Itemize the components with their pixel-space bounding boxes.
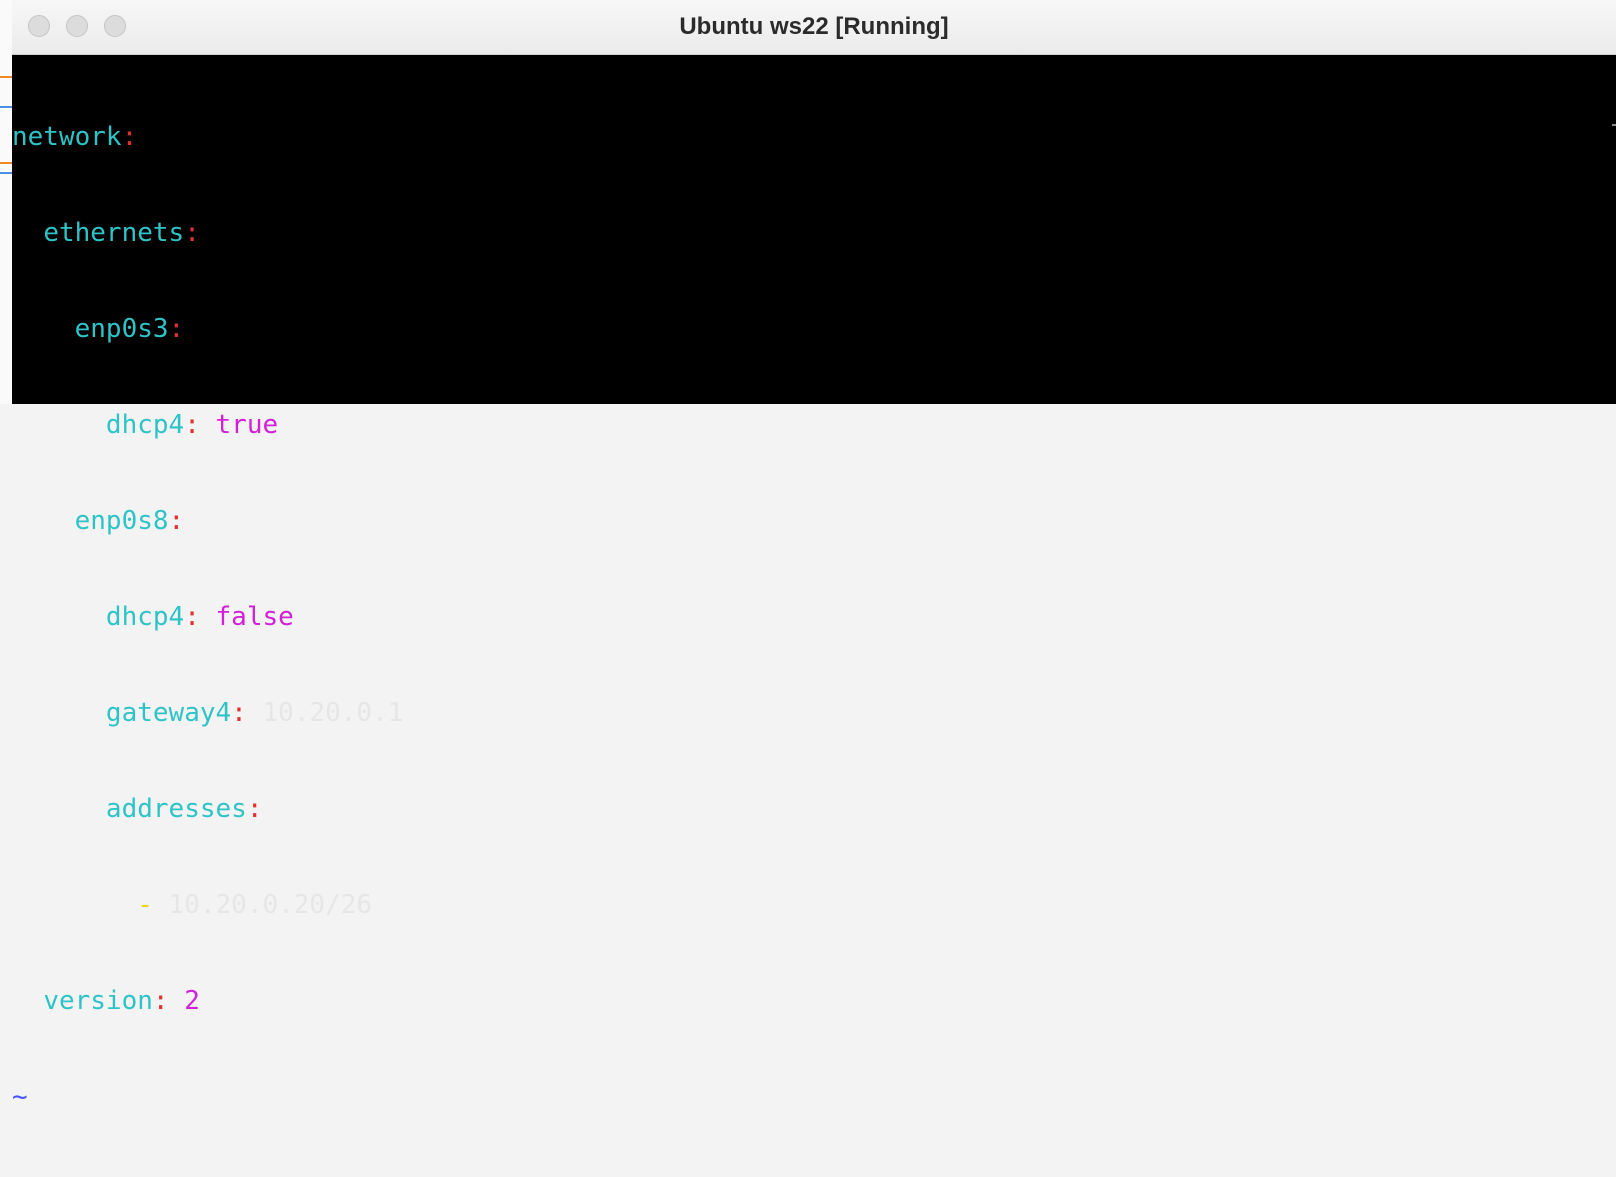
yaml-number-value: 2 <box>184 986 200 1016</box>
yaml-key: network <box>12 122 122 152</box>
yaml-line <box>12 985 403 1017</box>
editor-empty-line <box>12 1081 403 1113</box>
yaml-key: dhcp4 <box>105 602 185 632</box>
edge-mark <box>1612 124 1616 126</box>
yaml-bool-value: true <box>215 410 279 440</box>
yaml-list-dash: - <box>137 890 153 920</box>
yaml-colon: : <box>184 410 200 440</box>
yaml-colon: : <box>184 602 200 632</box>
yaml-colon: : <box>231 698 247 728</box>
yaml-key: dhcp4 <box>105 410 185 440</box>
background-window-strip <box>0 0 12 404</box>
yaml-key: addresses <box>105 794 247 824</box>
yaml-value: 10.20.0.20/26 <box>168 890 373 920</box>
yaml-line <box>12 409 403 441</box>
background-mark <box>0 76 12 78</box>
tilde-marker: ~ <box>12 1082 28 1112</box>
yaml-line <box>12 697 403 729</box>
yaml-line <box>12 889 403 921</box>
yaml-line <box>12 217 403 249</box>
yaml-line <box>12 313 403 345</box>
window-titlebar[interactable] <box>12 0 1616 55</box>
yaml-colon: : <box>168 506 185 536</box>
yaml-colon: : <box>184 218 200 248</box>
background-mark <box>0 162 12 164</box>
yaml-line <box>12 121 403 153</box>
window-edge-marks <box>1612 60 1616 404</box>
yaml-key: gateway4 <box>105 698 232 728</box>
background-mark <box>0 172 12 174</box>
yaml-key: enp0s8 <box>74 506 169 536</box>
terminal-screen[interactable] <box>12 57 403 1177</box>
yaml-colon: : <box>246 794 263 824</box>
yaml-key: ethernets <box>43 218 185 248</box>
yaml-colon: : <box>121 122 138 152</box>
vm-window[interactable] <box>12 0 1616 1112</box>
yaml-line <box>12 505 403 537</box>
yaml-line <box>12 793 403 825</box>
yaml-colon: : <box>152 986 169 1016</box>
yaml-value: 10.20.0.1 <box>262 698 404 728</box>
yaml-colon: : <box>168 314 185 344</box>
yaml-bool-value: false <box>215 602 294 632</box>
yaml-line <box>12 601 403 633</box>
background-mark <box>0 106 12 108</box>
window-title: Ubuntu ws22 [Running] <box>679 13 949 40</box>
yaml-key: enp0s3 <box>74 314 169 344</box>
yaml-key: version <box>43 986 153 1016</box>
